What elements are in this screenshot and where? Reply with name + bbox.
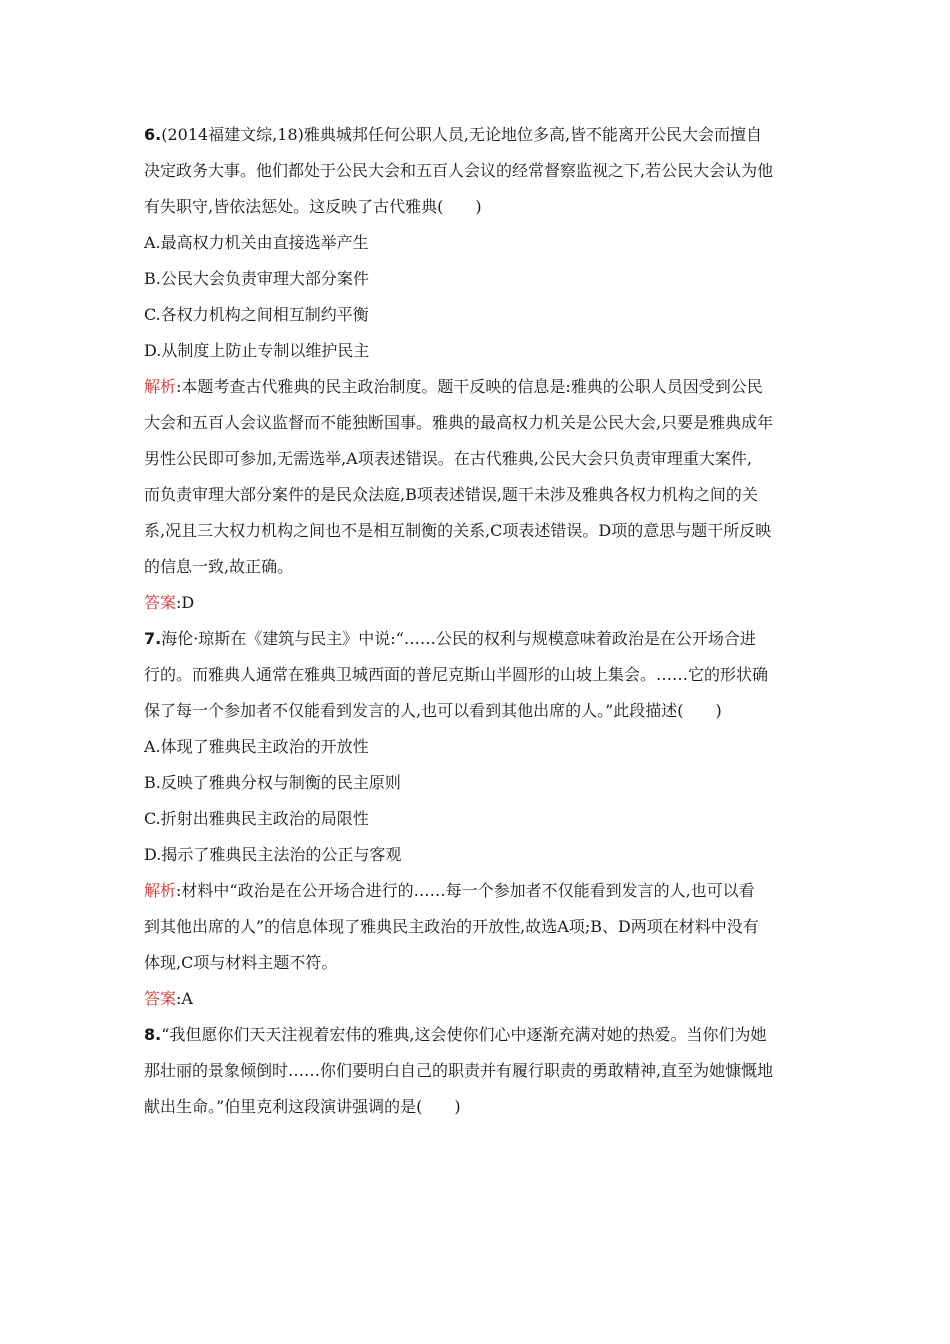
question-6-stem-line-1 bbox=[144, 124, 812, 146]
question-7-option-b: B.反映了雅典分权与制衡的民主原则 bbox=[144, 773, 401, 792]
question-7-stem-text-1: 海伦·琼斯在《建筑与民主》中说:“……公民的权利与规模意味着政治是在公开场合进 bbox=[161, 629, 756, 648]
answer-label: 答案 bbox=[144, 593, 177, 612]
analysis-label: 解析 bbox=[144, 377, 177, 396]
question-6-analysis-line-2: 大会和五百人会议监督而不能独断国事。雅典的最高权力机关是公民大会,只要是雅典成年 bbox=[144, 413, 774, 432]
question-6-option-d: D.从制度上防止专制以维护民主 bbox=[144, 341, 370, 360]
question-6-number: 6. bbox=[144, 125, 162, 144]
question-7-analysis-text-1: :材料中“政治是在公开场合进行的……每一个参加者不仅能看到发言的人,也可以看 bbox=[176, 881, 755, 900]
question-7-stem bbox=[144, 628, 812, 722]
question-7-option-c: C.折射出雅典民主政治的局限性 bbox=[144, 809, 369, 828]
question-6-stem-line-2: 决定政务大事。他们都处于公民大会和五百人会议的经常督察监视之下,若公民大会认为他 bbox=[144, 161, 774, 180]
question-6-analysis-line-6: 的信息一致,故正确。 bbox=[144, 557, 294, 576]
question-6-option-c: C.各权力机构之间相互制约平衡 bbox=[144, 305, 369, 324]
analysis-label: 解析 bbox=[144, 881, 177, 900]
question-7-analysis-line-2: 到其他出席的人”的信息体现了雅典民主政治的开放性,故选A项;B、D两项在材料中没有 bbox=[144, 917, 759, 936]
document-content bbox=[144, 124, 812, 1132]
answer-label: 答案 bbox=[144, 989, 177, 1008]
question-8-stem-line-3: 献出生命。”伯里克利这段演讲强调的是( ) bbox=[144, 1097, 461, 1116]
question-7-stem-line-3: 保了每一个参加者不仅能看到发言的人,也可以看到其他出席的人。”此段描述( ) bbox=[144, 701, 722, 720]
question-7-option-d: D.揭示了雅典民主法治的公正与客观 bbox=[144, 845, 402, 864]
question-6-analysis-line-4: 而负责审理大部分案件的是民众法庭,B项表述错误,题干未涉及雅典各权力机构之间的关 bbox=[144, 485, 758, 504]
question-6-analysis-line-3: 男性公民即可参加,无需选举,A项表述错误。在古代雅典,公民大会只负责审理重大案件, bbox=[144, 449, 752, 468]
question-7-option-a: A.体现了雅典民主政治的开放性 bbox=[144, 737, 369, 756]
question-6-analysis-text-1: :本题考查古代雅典的民主政治制度。题干反映的信息是:雅典的公职人员因受到公民 bbox=[176, 377, 763, 396]
question-6-analysis bbox=[144, 376, 812, 578]
question-6-stem-text-1: (2014福建文综,18)雅典城邦任何公职人员,无论地位多高,皆不能离开公民大会而擅自 bbox=[161, 125, 763, 144]
question-7-answer-value: :A bbox=[176, 989, 193, 1008]
question-6-answer bbox=[144, 592, 812, 614]
question-7-number: 7. bbox=[144, 629, 162, 648]
question-6-stem-line-3: 有失职守,皆依法惩处。这反映了古代雅典( ) bbox=[144, 197, 482, 216]
question-7-stem-line-1 bbox=[144, 628, 812, 650]
question-6-stem bbox=[144, 124, 812, 218]
question-6-answer-value: :D bbox=[176, 593, 195, 612]
question-6-analysis-line-1 bbox=[144, 376, 812, 398]
question-7-stem-line-2: 行的。而雅典人通常在雅典卫城西面的普尼克斯山半圆形的山坡上集会。……它的形状确 bbox=[144, 665, 769, 684]
question-7-analysis-line-1 bbox=[144, 880, 812, 902]
question-6-option-b: B.公民大会负责审理大部分案件 bbox=[144, 269, 369, 288]
question-8-stem bbox=[144, 1024, 812, 1118]
question-7-analysis-line-3: 体现,C项与材料主题不符。 bbox=[144, 953, 338, 972]
question-6-option-a: A.最高权力机关由直接选举产生 bbox=[144, 233, 369, 252]
question-8-number: 8. bbox=[144, 1025, 162, 1044]
question-7-answer bbox=[144, 988, 812, 1010]
question-8-stem-text-1: “我但愿你们天天注视着宏伟的雅典,这会使你们心中逐渐充满对她的热爱。当你们为她 bbox=[161, 1025, 767, 1044]
question-8-stem-line-2: 那壮丽的景象倾倒时……你们要明白自己的职责并有履行职责的勇敢精神,直至为她慷慨地 bbox=[144, 1061, 774, 1080]
question-7-analysis bbox=[144, 880, 812, 974]
question-6-analysis-line-5: 系,况且三大权力机构之间也不是相互制衡的关系,C项表述错误。D项的意思与题干所反映 bbox=[144, 521, 772, 540]
question-8-stem-line-1 bbox=[144, 1024, 812, 1046]
